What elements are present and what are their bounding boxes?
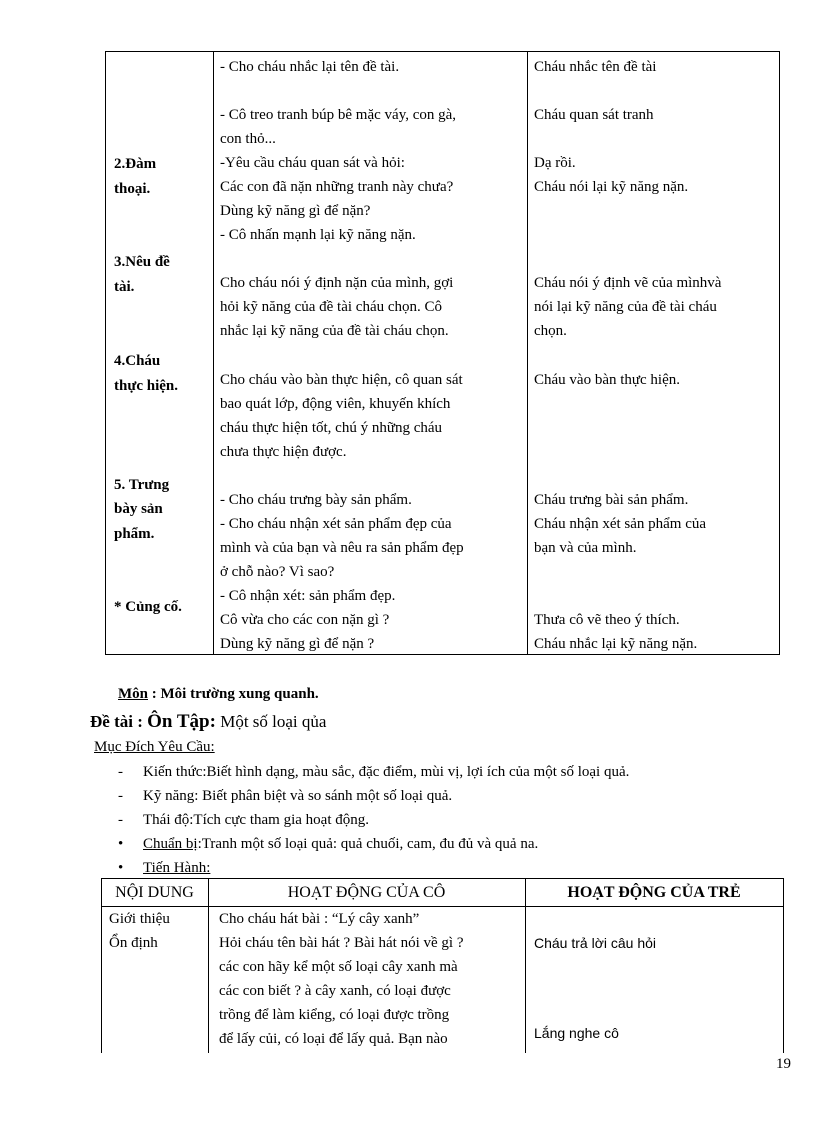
table-border bbox=[101, 878, 102, 1053]
teacher-activity-line: - Cô nhấn mạnh lại kỹ năng nặn. bbox=[220, 227, 416, 243]
content-label: Giới thiệu bbox=[109, 911, 170, 927]
child-activity-line: chọn. bbox=[534, 323, 567, 339]
header-hoat-dong-co: HOẠT ĐỘNG CỦA CÔ bbox=[287, 884, 446, 901]
step-label-trung-bay: 5. Trưng bbox=[114, 477, 170, 493]
teacher-activity-line: Cho cháu hát bài : “Lý cây xanh” bbox=[219, 911, 420, 927]
teacher-activity-line: trồng để làm kiểng, có loại được trồng bbox=[219, 1007, 450, 1023]
step-label-trung-bay: bày sản bbox=[114, 501, 163, 517]
preparation-label: Chuẩn bị bbox=[143, 836, 198, 852]
child-activity-line: Cháu trưng bài sản phẩm. bbox=[534, 492, 689, 508]
child-activity-line: Cháu vào bàn thực hiện. bbox=[534, 372, 681, 388]
step-label-dam-thoai: 2.Đàm bbox=[114, 156, 157, 172]
teacher-activity-line: Cho cháu nói ý định nặn của mình, gợi bbox=[220, 275, 454, 291]
child-activity-line: Dạ rồi. bbox=[534, 155, 576, 171]
table-rule bbox=[101, 878, 784, 879]
topic-line bbox=[90, 712, 326, 732]
topic-label: Đề tài : bbox=[90, 712, 143, 731]
teacher-activity-line: Các con đã nặn những tranh này chưa? bbox=[220, 179, 454, 195]
subject-value: : Môi trường xung quanh. bbox=[148, 686, 319, 702]
preparation-line bbox=[143, 836, 538, 853]
child-activity-line: Cháu nhắc tên đề tài bbox=[534, 59, 657, 75]
objective-item: Kiến thức:Biết hình dạng, màu sắc, đặc điểm, mùi vị, lợi ích của một số loại quả. bbox=[143, 764, 630, 780]
step-label-dam-thoai: thoại. bbox=[114, 181, 151, 197]
child-activity-line: nói lại kỹ năng của đề tài cháu bbox=[534, 299, 717, 315]
step-label-chau-thuc-hien: thực hiện. bbox=[114, 378, 179, 394]
child-activity-line: Cháu nói ý định vẽ của mìnhvà bbox=[534, 275, 722, 291]
teacher-activity-line: các con hãy kể một số loại cây xanh mà bbox=[219, 959, 458, 975]
child-activity-line: bạn và của mình. bbox=[534, 540, 637, 556]
teacher-activity-line: Cô vừa cho các con nặn gì ? bbox=[220, 612, 390, 628]
dash-marker: - bbox=[118, 764, 123, 780]
objectives-heading: Mục Đích Yêu Cầu: bbox=[94, 739, 215, 755]
teacher-activity-line: Dùng kỹ năng gì để nặn? bbox=[220, 203, 371, 219]
table-rule bbox=[101, 906, 784, 907]
teacher-activity-line: Dùng kỹ năng gì để nặn ? bbox=[220, 636, 375, 652]
bullet-marker: • bbox=[118, 860, 124, 876]
content-label: Ổn định bbox=[109, 935, 158, 951]
topic-title: Ôn Tập: bbox=[147, 711, 216, 732]
teacher-activity-line: Cho cháu vào bàn thực hiện, cô quan sát bbox=[220, 372, 463, 388]
child-activity-line: Cháu nhận xét sản phẩm của bbox=[534, 516, 707, 532]
dash-marker: - bbox=[118, 812, 123, 828]
dash-marker: - bbox=[118, 788, 123, 804]
teacher-activity-line: - Cho cháu nhắc lại tên đề tài. bbox=[220, 59, 400, 75]
child-activity-line: Cháu trả lời câu hỏi bbox=[534, 935, 657, 951]
child-activity-line: Cháu nói lại kỹ năng nặn. bbox=[534, 179, 689, 195]
objective-item: Kỹ năng: Biết phân biệt và so sánh một số loại quả. bbox=[143, 788, 453, 804]
teacher-activity-line: bao quát lớp, động viên, khuyến khích bbox=[220, 396, 451, 412]
subject-line bbox=[118, 686, 319, 703]
column-divider bbox=[525, 878, 526, 1053]
step-label-cung-co: * Củng cố. bbox=[114, 599, 182, 615]
procedure-heading: Tiến Hành: bbox=[143, 860, 211, 876]
teacher-activity-line: chưa thực hiện được. bbox=[220, 444, 347, 460]
child-activity-line: Thưa cô vẽ theo ý thích. bbox=[534, 612, 680, 628]
teacher-activity-line: - Cho cháu nhận xét sản phẩm đẹp của bbox=[220, 516, 452, 532]
objective-item: Thái độ:Tích cực tham gia hoạt động. bbox=[143, 812, 369, 828]
child-activity-line: Lắng nghe cô bbox=[534, 1025, 619, 1041]
column-divider bbox=[527, 52, 528, 654]
column-divider bbox=[208, 878, 209, 1053]
teacher-activity-line: Hỏi cháu tên bài hát ? Bài hát nói về gì ? bbox=[219, 935, 464, 951]
teacher-activity-line: mình và của bạn và nêu ra sản phẩm đẹp bbox=[220, 540, 464, 556]
teacher-activity-line: - Cô nhận xét: sản phẩm đẹp. bbox=[220, 588, 396, 604]
topic-name: Một số loại qủa bbox=[220, 712, 327, 731]
page-number: 19 bbox=[776, 1056, 791, 1072]
teacher-activity-line: cháu thực hiện tốt, chú ý những cháu bbox=[220, 420, 443, 436]
teacher-activity-line: ở chỗ nào? Vì sao? bbox=[220, 564, 335, 580]
activity-table-continued bbox=[105, 51, 780, 655]
step-label-neu-de-tai: 3.Nêu đề bbox=[114, 254, 170, 270]
teacher-activity-line: - Cho cháu trưng bày sản phẩm. bbox=[220, 492, 412, 508]
subject-label: Môn bbox=[118, 686, 148, 702]
bullet-marker: • bbox=[118, 836, 124, 852]
table-border bbox=[783, 878, 784, 1053]
step-label-neu-de-tai: tài. bbox=[114, 279, 135, 295]
teacher-activity-line: nhắc lại kỹ năng của đề tài cháu chọn. bbox=[220, 323, 449, 339]
step-label-trung-bay: phẩm. bbox=[114, 526, 155, 542]
teacher-activity-line: con thỏ... bbox=[220, 131, 276, 147]
teacher-activity-line: hỏi kỹ năng của đề tài cháu chọn. Cô bbox=[220, 299, 443, 315]
teacher-activity-line: -Yêu cầu cháu quan sát và hỏi: bbox=[220, 155, 405, 171]
teacher-activity-line: để lấy củi, có loại để lấy quả. Bạn nào bbox=[219, 1031, 448, 1047]
teacher-activity-line: - Cô treo tranh búp bê mặc váy, con gà, bbox=[220, 107, 457, 123]
teacher-activity-line: các con biết ? à cây xanh, có loại được bbox=[219, 983, 451, 999]
column-divider bbox=[213, 52, 214, 654]
child-activity-line: Cháu nhắc lại kỹ năng nặn. bbox=[534, 636, 698, 652]
preparation-value: :Tranh một số loại quả: quả chuối, cam, đu đủ và quả na. bbox=[197, 836, 539, 852]
header-hoat-dong-tre: HOẠT ĐỘNG CỦA TRẺ bbox=[567, 884, 741, 901]
header-noi-dung: NỘI DUNG bbox=[115, 884, 194, 901]
child-activity-line: Cháu quan sát tranh bbox=[534, 107, 654, 123]
step-label-chau-thuc-hien: 4.Cháu bbox=[114, 353, 161, 369]
